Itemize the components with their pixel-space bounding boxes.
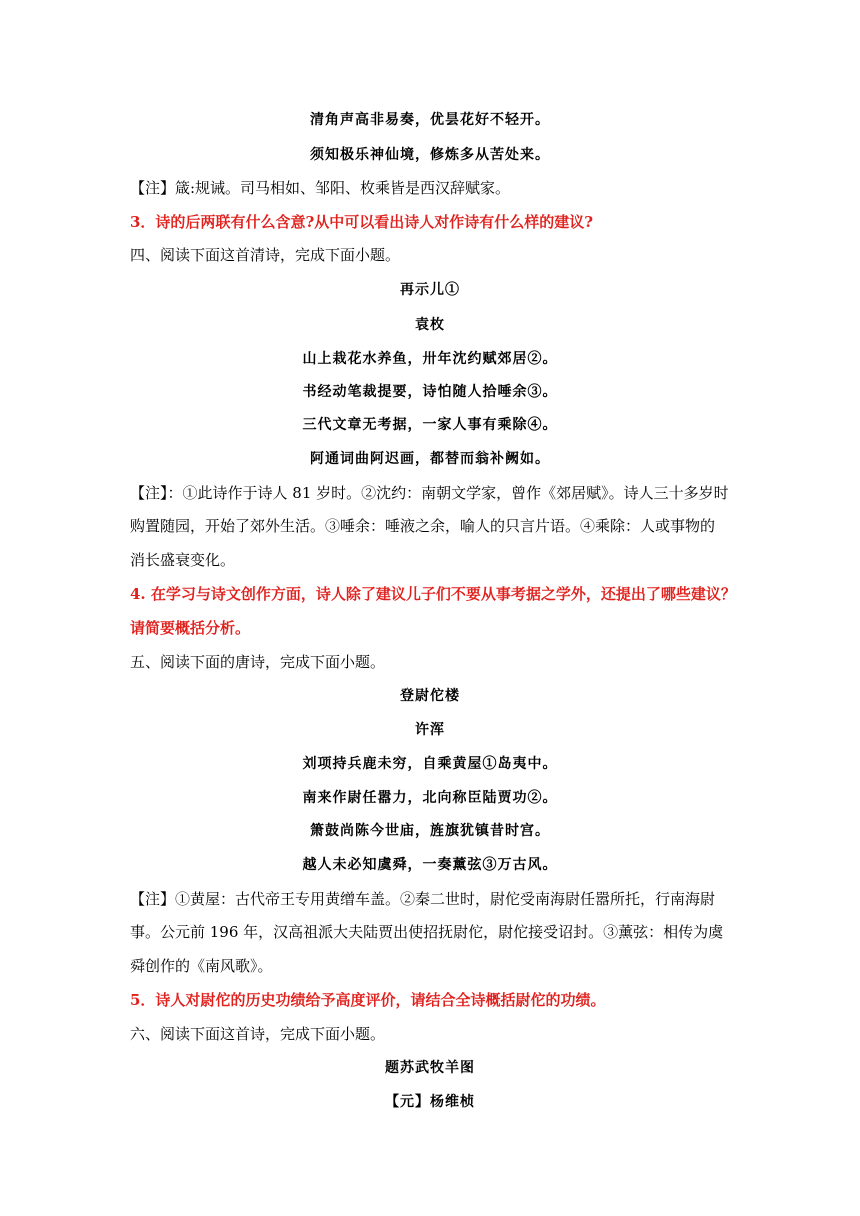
poem-line: 清角声高非易奏，优昙花好不轻开。 [310,112,550,128]
poem-author: 许浑 [415,722,445,738]
annotation-note: 事。公元前 196 年，汉高祖派大夫陆贾出使招抚尉佗，尉佗接受诏封。③薰弦：相传为虞 [130,923,724,941]
annotation-note: 舜创作的《南风歌》。 [130,957,273,975]
poem-line: 箫鼓尚陈今世庙，旌旗犹镇昔时宫。 [310,823,550,839]
question-4-cont: 请简要概括分析。 [130,619,251,637]
section-heading: 六、阅读下面这首诗，完成下面小题。 [130,1025,386,1043]
poem-title: 再示儿① [400,282,460,298]
poem-line: 越人未必知虞舜，一奏薰弦③万古风。 [302,857,558,873]
poem-line: 山上栽花水养鱼，卅年沈约赋郊居②。 [302,351,558,367]
poem-author: 【元】杨维桢 [385,1094,475,1110]
poem-line: 书经动笔裁提要，诗怕随人拾唾余③。 [302,384,558,400]
poem-line: 三代文章无考据，一家人事有乘除④。 [302,417,558,433]
section-heading: 五、阅读下面的唐诗，完成下面小题。 [130,653,386,671]
poem-title: 题苏武牧羊图 [385,1060,475,1076]
annotation-note: 【注】：①此诗作于诗人 81 岁时。②沈约：南朝文学家，曾作《郊居赋》。诗人三十多岁时 [130,484,729,502]
annotation-note: 【注】①黄屋：古代帝王专用黄缯车盖。②秦二世时，尉佗受南海尉任嚣所托，行南海尉 [130,890,716,908]
question-5: 5．诗人对尉佗的历史功绩给予高度评价，请结合全诗概括尉佗的功绩。 [130,991,606,1009]
poem-author: 袁枚 [415,317,445,333]
poem-line: 阿通词曲阿迟画，都替而翁补阙如。 [310,451,550,467]
annotation-note: 消长盛衰变化。 [130,551,236,569]
poem-line: 南来作尉任嚣力，北向称臣陆贾功②。 [302,790,558,806]
section-heading: 四、阅读下面这首清诗，完成下面小题。 [130,246,401,264]
poem-line: 刘项持兵鹿未穷，自乘黄屋①岛夷中。 [302,756,558,772]
poem-line: 须知极乐神仙境，修炼多从苦处来。 [310,147,550,163]
question-3: 3．诗的后两联有什么含意?从中可以看出诗人对作诗有什么样的建议? [130,213,594,231]
poem-title: 登尉佗楼 [400,688,460,704]
annotation-note: 购置随园，开始了郊外生活。③唾余：唾液之余，喻人的只言片语。④乘除：人或事物的 [130,517,716,535]
annotation-note: 【注】箴:规诫。司马相如、邹阳、枚乘皆是西汉辞赋家。 [130,179,511,197]
question-4: 4. 在学习与诗文创作方面，诗人除了建议儿子们不要从事考据之学外，还提出了哪些建议？ [130,585,736,603]
